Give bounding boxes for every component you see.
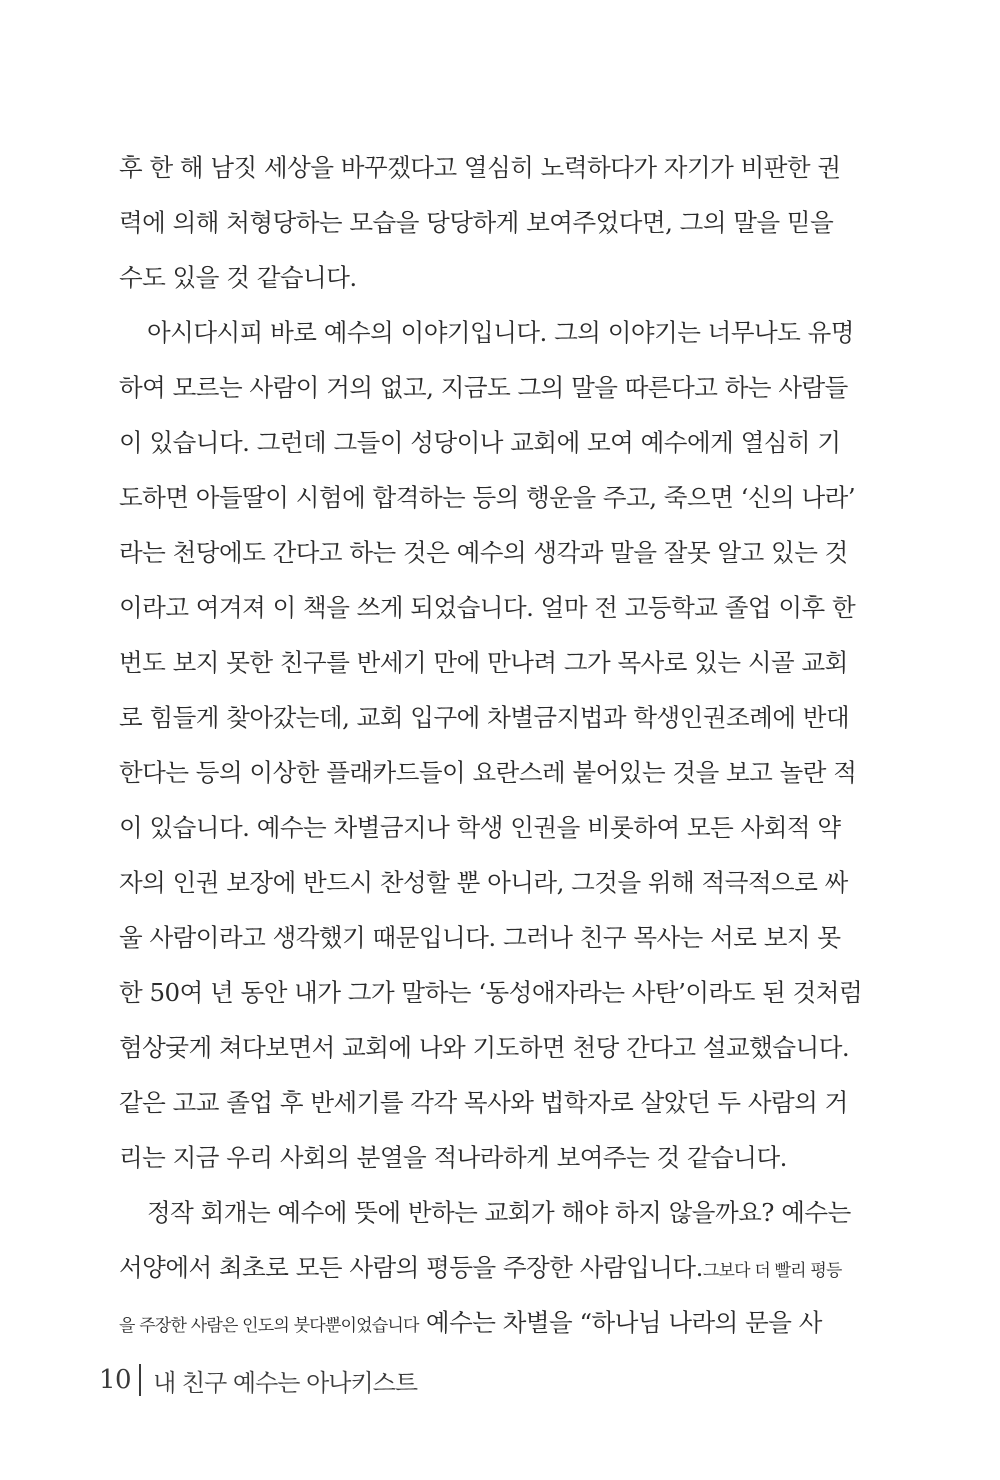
page-number: 10 xyxy=(99,1365,132,1395)
text-line: 로 힘들게 찾아갔는데, 교회 입구에 차별금지법과 학생인권조례에 반대 xyxy=(119,703,850,732)
text-line: 라는 천당에도 간다고 하는 것은 예수의 생각과 말을 잘못 알고 있는 것 xyxy=(119,538,848,567)
text-line-with-aside xyxy=(119,1240,842,1295)
text-segment: 예수는 차별을 “하나님 나라의 문을 사 xyxy=(425,1308,822,1337)
text-line: 같은 고교 졸업 후 반세기를 각각 목사와 법학자로 살았던 두 사람의 거 xyxy=(119,1088,848,1117)
footer-divider xyxy=(139,1364,141,1396)
page-footer xyxy=(99,1360,417,1400)
text-line-with-aside xyxy=(119,1295,822,1350)
text-line: 번도 보지 못한 친구를 반세기 만에 만나려 그가 목사로 있는 시골 교회 xyxy=(119,648,848,677)
paragraph-start-line: 정작 회개는 예수에 뜻에 반하는 교회가 해야 하지 않을까요? 예수는 xyxy=(147,1198,851,1227)
text-line: 한 50여 년 동안 내가 그가 말하는 ‘동성애자라는 사탄’이라도 된 것처럼 xyxy=(119,978,863,1007)
text-line: 리는 지금 우리 사회의 분열을 적나라하게 보여주는 것 같습니다. xyxy=(119,1143,787,1172)
running-title: 내 친구 예수는 아나키스트 xyxy=(153,1368,418,1397)
body-text xyxy=(119,140,863,1350)
text-line: 도하면 아들딸이 시험에 합격하는 등의 행운을 주고, 죽으면 ‘신의 나라’ xyxy=(119,483,856,512)
text-line: 이라고 여겨져 이 책을 쓰게 되었습니다. 얼마 전 고등학교 졸업 이후 한 xyxy=(119,593,856,622)
aside-text: 그보다 더 빨리 평등 xyxy=(702,1261,842,1281)
text-line: 후 한 해 남짓 세상을 바꾸겠다고 열심히 노력하다가 자기가 비판한 권 xyxy=(119,153,841,182)
text-line: 력에 의해 처형당하는 모습을 당당하게 보여주었다면, 그의 말을 믿을 xyxy=(119,208,834,237)
text-line: 자의 인권 보장에 반드시 찬성할 뿐 아니라, 그것을 위해 적극적으로 싸 xyxy=(119,868,848,897)
text-line: 험상궂게 쳐다보면서 교회에 나와 기도하면 천당 간다고 설교했습니다. xyxy=(119,1033,850,1062)
text-line: 울 사람이라고 생각했기 때문입니다. 그러나 친구 목사는 서로 보지 못 xyxy=(119,923,841,952)
text-line: 수도 있을 것 같습니다. xyxy=(119,263,357,292)
text-line: 하여 모르는 사람이 거의 없고, 지금도 그의 말을 따른다고 하는 사람들 xyxy=(119,373,848,402)
text-line: 이 있습니다. 예수는 차별금지나 학생 인권을 비롯하여 모든 사회적 약 xyxy=(119,813,841,842)
paragraph-start-line: 아시다시피 바로 예수의 이야기입니다. 그의 이야기는 너무나도 유명 xyxy=(147,318,854,347)
text-line: 한다는 등의 이상한 플래카드들이 요란스레 붙어있는 것을 보고 놀란 적 xyxy=(119,758,857,787)
aside-text: 을 주장한 사람은 인도의 붓다뿐이었습니다 xyxy=(119,1316,419,1336)
text-line: 이 있습니다. 그런데 그들이 성당이나 교회에 모여 예수에게 열심히 기 xyxy=(119,428,841,457)
text-segment: 서양에서 최초로 모든 사람의 평등을 주장한 사람입니다. xyxy=(119,1253,703,1282)
